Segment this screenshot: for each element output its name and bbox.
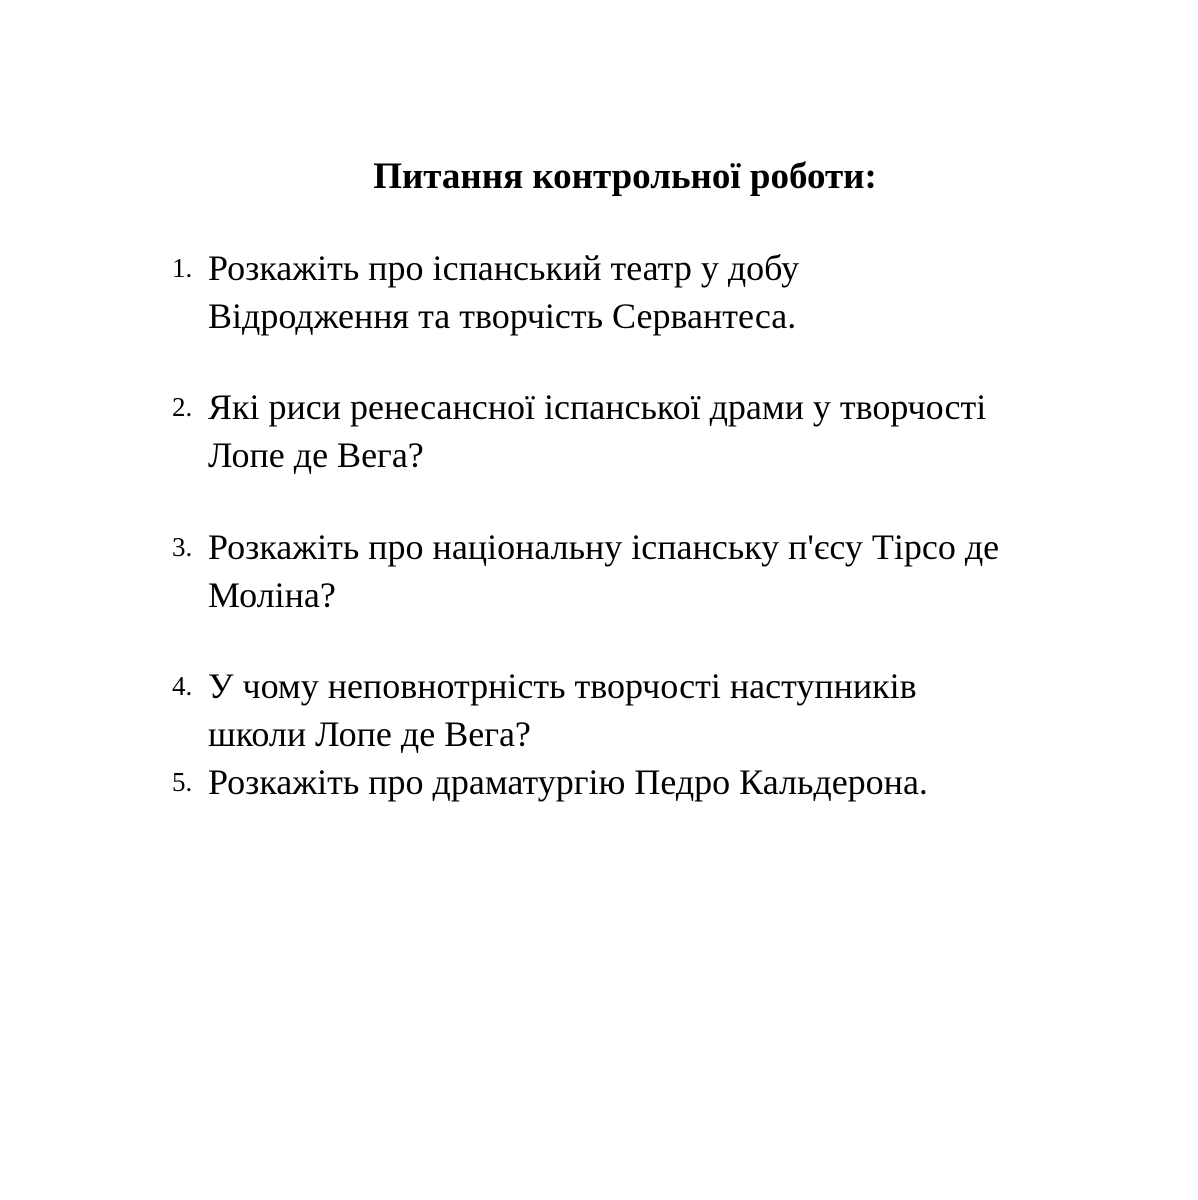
question-line: У чому неповнотрність творчості наступників xyxy=(208,666,917,706)
question-line: Розкажіть про національну іспанську п'єсу Тірсо де xyxy=(208,527,1000,567)
question-line: Які риси ренесансної іспанської драми у творчості xyxy=(208,387,987,427)
question-text xyxy=(208,758,1128,806)
question-line: Відродження та творчість Сервантеса. xyxy=(208,296,797,336)
question-line: школи Лопе де Вега? xyxy=(208,714,531,754)
question-line: Розкажіть про іспанський театр у добу xyxy=(208,248,800,288)
question-text xyxy=(208,244,1128,340)
question-text xyxy=(208,523,1128,619)
question-line: Розкажіть про драматургію Педро Кальдерона. xyxy=(208,762,928,802)
document-title: Питання контрольної роботи: xyxy=(373,156,877,197)
question-text xyxy=(208,662,1128,758)
question-line: Моліна? xyxy=(208,575,336,615)
question-number: 1. xyxy=(172,253,193,283)
question-number: 2. xyxy=(172,392,193,422)
question-line: Лопе де Вега? xyxy=(208,435,424,475)
question-text xyxy=(208,383,1128,479)
question-number: 4. xyxy=(172,671,193,701)
question-number: 3. xyxy=(172,532,193,562)
question-number: 5. xyxy=(172,767,193,797)
